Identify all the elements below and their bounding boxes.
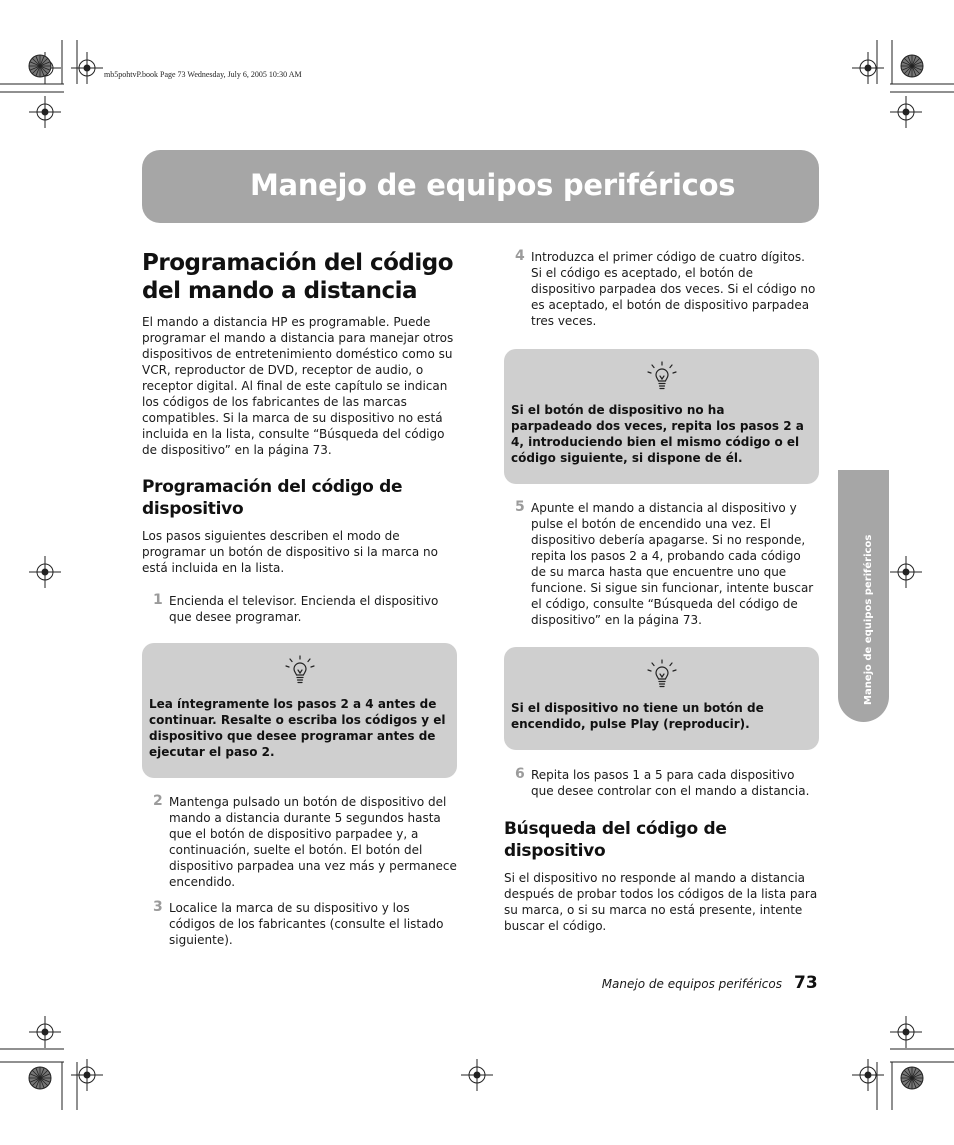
tip-text: Si el dispositivo no tiene un botón de encendido, pulse Play (reproducir). — [511, 701, 764, 731]
step-6 — [515, 767, 819, 799]
step-4 — [515, 249, 818, 329]
lightbulb-icon — [646, 361, 678, 395]
lightbulb-icon — [284, 655, 316, 689]
section-heading-block — [142, 249, 460, 305]
step-text: Apunte el mando a distancia al dispositivo y pulse el botón de encendido una vez. El dispositivo debería apagarse. Si no responde, repita los pasos 2 a 4, probando cada código de su marca hasta que encuentre uno que funcione. Si sigue sin funcionar, intente buscar el código, consulte “Búsqueda del código de dispositivo” en la página 73. — [531, 501, 814, 627]
step-number: 2 — [153, 793, 163, 809]
registration-dot — [84, 65, 90, 71]
side-tab-label: Manejo de equipos periféricos — [863, 534, 874, 705]
print-slug: mb5pohtvP.book Page 73 Wednesday, July 6, 2005 10:30 AM — [104, 70, 302, 79]
lightbulb-icon — [646, 659, 678, 693]
tip-box-2 — [504, 349, 819, 484]
tip-text: Lea íntegramente los pasos 2 a 4 antes de continuar. Resalte o escriba los códigos y el dispositivo que desee programar antes de ejecutar el paso 2. — [149, 697, 446, 759]
search-paragraph-block — [504, 870, 819, 934]
registration-dot — [865, 65, 871, 71]
step-text: Encienda el televisor. Encienda el dispositivo que desee programar. — [169, 594, 439, 624]
registration-dot — [42, 109, 48, 115]
step-number: 6 — [515, 766, 525, 782]
registration-dot — [903, 1029, 909, 1035]
registration-dot — [474, 1072, 480, 1078]
side-tab — [838, 470, 889, 722]
step-number: 5 — [515, 499, 525, 515]
step-5 — [515, 500, 819, 628]
step-text: Repita los pasos 1 a 5 para cada dispositivo que desee controlar con el mando a distancia. — [531, 768, 810, 798]
step-text: Mantenga pulsado un botón de dispositivo del mando a distancia durante 5 segundos hasta que el botón de dispositivo parpadee y, a continuación, suelte el botón. El botón del dispositivo parpadea una vez más y permanece encendido. — [169, 795, 457, 889]
step-text: Introduzca el primer código de cuatro dígitos. Si el código es aceptado, el botón de dispositivo parpadea dos veces. Si el código no es aceptado, el botón de dispositivo parpadea tres veces. — [531, 250, 816, 328]
tip-box-1 — [142, 643, 457, 778]
registration-dot — [903, 109, 909, 115]
registration-dot — [42, 1029, 48, 1035]
sub-intro-paragraph: Los pasos siguientes describen el modo de programar un botón de dispositivo si la marca no está incluida en la lista. — [142, 529, 438, 575]
registration-starburst — [29, 55, 51, 77]
registration-dot — [903, 569, 909, 575]
registration-starburst — [29, 1067, 51, 1089]
step-1 — [153, 593, 455, 625]
step-text: Localice la marca de su dispositivo y los códigos de los fabricantes (consulte el listado siguiente). — [169, 901, 444, 947]
registration-dot — [865, 1072, 871, 1078]
registration-dot — [42, 569, 48, 575]
step-number: 1 — [153, 592, 163, 608]
section-heading: Programación del código del mando a distancia — [142, 250, 454, 304]
chapter-title: Manejo de equipos periféricos — [250, 168, 736, 202]
page-number: 73 — [794, 973, 818, 993]
intro-paragraph: El mando a distancia HP es programable. Puede programar el mando a distancia para manejar otros dispositivos de entretenimiento doméstico como su VCR, reproductor de DVD, receptor de audio, o receptor digital. Al final de este capítulo se indican los códigos de los fabricantes de las marcas compatibles. Si la marca de su dispositivo no está incluida en la lista, consulte “Búsqueda del código de dispositivo” en la página 73. — [142, 315, 454, 457]
subheading-block — [142, 476, 452, 520]
footer-title: Manejo de equipos periféricos — [601, 977, 782, 991]
step-number: 3 — [153, 899, 163, 915]
step-3 — [153, 900, 458, 948]
step-2 — [153, 794, 458, 890]
intro-paragraph-block — [142, 314, 458, 458]
registration-starburst — [901, 1067, 923, 1089]
step-number: 4 — [515, 248, 525, 264]
tip-text: Si el botón de dispositivo no ha parpadeado dos veces, repita los pasos 2 a 4, introduciendo bien el mismo código o el código siguiente, si dispone de él. — [511, 403, 804, 465]
tip-box-3 — [504, 647, 819, 750]
registration-dot — [84, 1072, 90, 1078]
subheading-programming: Programación del código de dispositivo — [142, 477, 403, 519]
chapter-header-bar — [142, 150, 819, 223]
search-subheading-block — [504, 818, 804, 862]
sub-intro-block — [142, 528, 458, 576]
subheading-search: Búsqueda del código de dispositivo — [504, 819, 727, 861]
registration-starburst — [901, 55, 923, 77]
search-paragraph: Si el dispositivo no responde al mando a distancia después de probar todos los códigos de la lista para su marca, o si su marca no está presente, intente buscar el código. — [504, 871, 818, 933]
